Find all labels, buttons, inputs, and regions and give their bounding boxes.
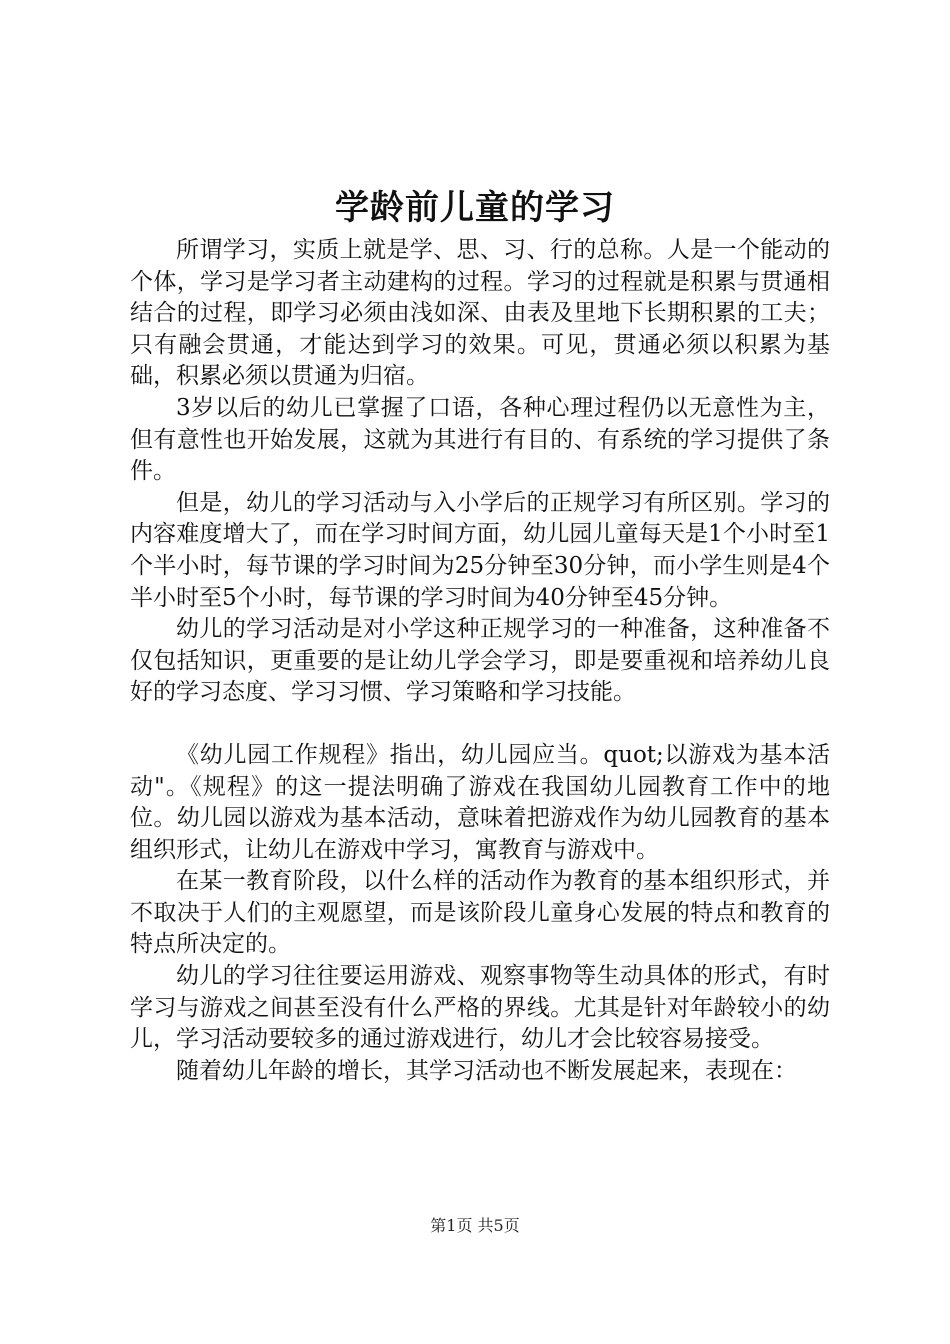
paragraph-age-three: 3岁以后的幼儿已掌握了口语，各种心理过程仍以无意性为主，但有意性也开始发展，这就为其进行有目的、有系统的学习提供了条件。 — [130, 394, 830, 485]
paragraph-education-stage: 在某一教育阶段，以什么样的活动作为教育的基本组织形式，并不取决于人们的主观愿望，而是该阶段儿童身心发展的特点和教育的特点所决定的。 — [130, 868, 830, 958]
paragraph-age-growth: 随着幼儿年龄的增长，其学习活动也不断发展起来，表现在： — [176, 1057, 797, 1084]
document-body — [130, 235, 830, 1087]
paragraph-regulations: 《幼儿园工作规程》指出，幼儿园应当。quot;以游戏为基本活动"。《规程》的这一提法明确了游戏在我国幼儿园教育工作中的地位。幼儿园以游戏为基本活动，意味着把游戏作为幼儿园教育的基本组织形式，让幼儿在游戏中学习，寓教育与游戏中。 — [130, 741, 830, 863]
paragraph-preparation: 幼儿的学习活动是对小学这种正规学习的一种准备，这种准备不仅包括知识，更重要的是让幼儿学会学习，即是要重视和培养幼儿良好的学习态度、学习习惯、学习策略和学习技能。 — [130, 616, 830, 706]
paragraph-game-learning: 幼儿的学习往往要运用游戏、观察事物等生动具体的形式，有时学习与游戏之间甚至没有什么严格的界线。尤其是针对年龄较小的幼儿，学习活动要较多的通过游戏进行，幼儿才会比较容易接受。 — [130, 963, 830, 1053]
paragraph-school-difference: 但是，幼儿的学习活动与入小学后的正规学习有所区别。学习的内容难度增大了，而在学习时间方面，幼儿园儿童每天是1个小时至1个半小时，每节课的学习时间为25分钟至30分钟，而小学生则是4个半小时至5个小时，每节课的学习时间为40分钟至45分钟。 — [130, 489, 830, 611]
paragraph-learning-definition: 所谓学习，实质上就是学、思、习、行的总称。人是一个能动的个体，学习是学习者主动建构的过程。学习的过程就是积累与贯通相结合的过程，即学习必须由浅如深、由表及里地下长期积累的工夫；只有融会贯通，才能达到学习的效果。可见，贯通必须以积累为基础，积累必须以贯通为归宿。 — [130, 237, 830, 390]
document-title: 学龄前儿童的学习 — [335, 188, 615, 228]
page-number-footer: 第1页 共5页 — [430, 1216, 520, 1235]
